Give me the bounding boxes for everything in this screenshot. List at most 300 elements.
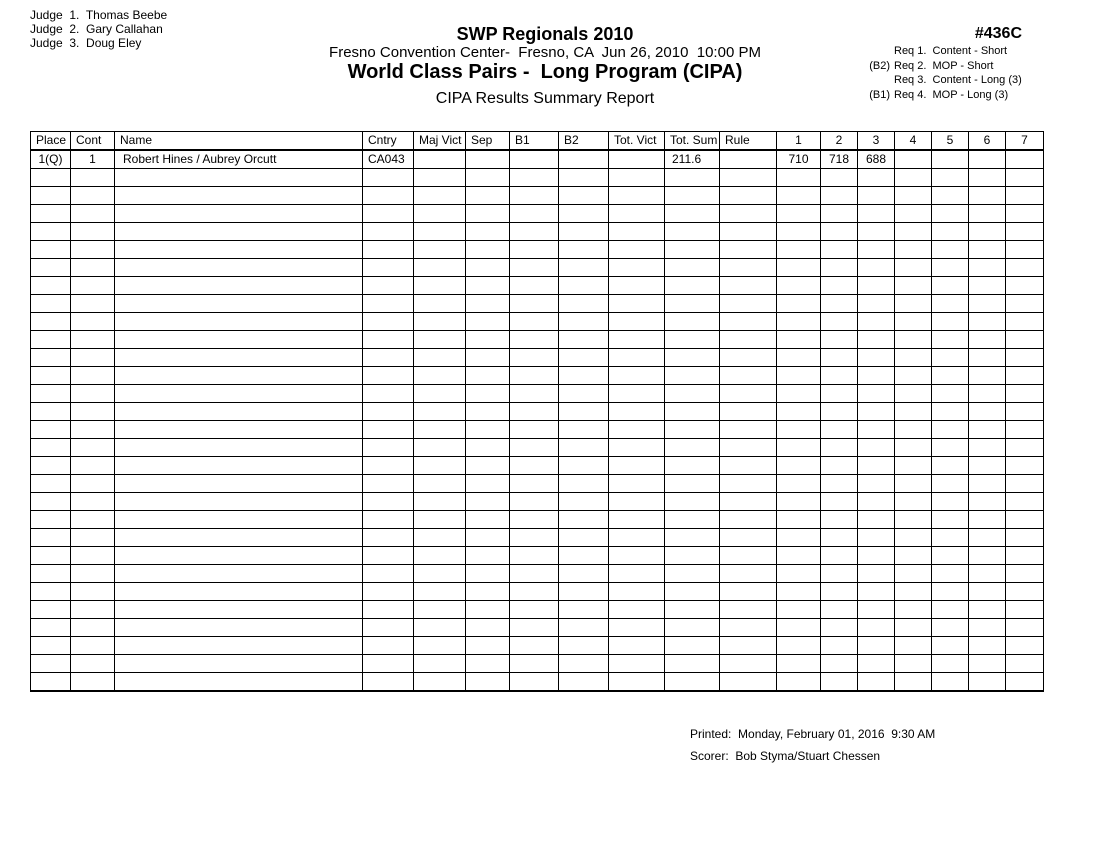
table-row bbox=[31, 349, 1044, 367]
cell bbox=[777, 529, 821, 547]
cell bbox=[363, 169, 414, 187]
cell bbox=[31, 331, 71, 349]
cell bbox=[559, 313, 609, 331]
cell bbox=[821, 223, 858, 241]
cell bbox=[510, 493, 559, 511]
column-header-cntry: Cntry bbox=[363, 132, 414, 151]
cell bbox=[720, 313, 777, 331]
cell bbox=[510, 150, 559, 169]
cell bbox=[895, 169, 932, 187]
cell bbox=[466, 169, 510, 187]
cell bbox=[932, 223, 969, 241]
cell bbox=[466, 439, 510, 457]
cell bbox=[363, 673, 414, 691]
cell bbox=[665, 655, 720, 673]
cell bbox=[115, 655, 363, 673]
cell bbox=[71, 601, 115, 619]
cell bbox=[720, 331, 777, 349]
cell bbox=[466, 529, 510, 547]
cell bbox=[115, 619, 363, 637]
cell bbox=[559, 241, 609, 259]
cell: 211.6 bbox=[665, 150, 720, 169]
cell bbox=[1006, 169, 1044, 187]
event-title: World Class Pairs - Long Program (CIPA) bbox=[347, 61, 743, 83]
table-row bbox=[31, 150, 1044, 169]
table-row bbox=[31, 223, 1044, 241]
cell bbox=[466, 493, 510, 511]
cell bbox=[858, 583, 895, 601]
cell bbox=[969, 529, 1006, 547]
venue-date-line: Fresno Convention Center- Fresno, CA Jun 26, 2010 10:00 PM bbox=[329, 44, 761, 61]
cell bbox=[71, 205, 115, 223]
cell bbox=[969, 169, 1006, 187]
cell bbox=[31, 367, 71, 385]
cell bbox=[115, 511, 363, 529]
cell bbox=[895, 277, 932, 295]
requirement-prefix: (B1) bbox=[869, 88, 890, 101]
cell bbox=[414, 205, 466, 223]
requirement-text: Req 1. Content - Short bbox=[894, 45, 1008, 57]
cell bbox=[932, 187, 969, 205]
cell bbox=[895, 367, 932, 385]
cell bbox=[510, 241, 559, 259]
cell bbox=[466, 223, 510, 241]
cell bbox=[858, 277, 895, 295]
cell bbox=[414, 313, 466, 331]
cell bbox=[510, 475, 559, 493]
cell bbox=[609, 673, 665, 691]
column-header-name: Name bbox=[115, 132, 363, 151]
cell bbox=[559, 205, 609, 223]
cell bbox=[71, 259, 115, 277]
cell bbox=[510, 529, 559, 547]
cell bbox=[895, 673, 932, 691]
cell bbox=[1006, 529, 1044, 547]
cell bbox=[466, 150, 510, 169]
cell bbox=[932, 169, 969, 187]
cell bbox=[115, 367, 363, 385]
cell bbox=[895, 493, 932, 511]
cell bbox=[720, 619, 777, 637]
cell bbox=[777, 421, 821, 439]
cell bbox=[777, 241, 821, 259]
cell bbox=[71, 511, 115, 529]
cell bbox=[932, 655, 969, 673]
cell bbox=[777, 187, 821, 205]
cell bbox=[71, 169, 115, 187]
table-row bbox=[31, 529, 1044, 547]
cell bbox=[1006, 439, 1044, 457]
cell bbox=[31, 205, 71, 223]
cell bbox=[609, 637, 665, 655]
cell bbox=[777, 439, 821, 457]
cell bbox=[71, 223, 115, 241]
cell bbox=[858, 529, 895, 547]
cell bbox=[858, 421, 895, 439]
cell bbox=[932, 493, 969, 511]
table-row bbox=[31, 421, 1044, 439]
cell bbox=[720, 655, 777, 673]
cell bbox=[932, 349, 969, 367]
cell bbox=[510, 403, 559, 421]
cell bbox=[777, 331, 821, 349]
cell bbox=[559, 367, 609, 385]
cell bbox=[363, 205, 414, 223]
cell bbox=[609, 367, 665, 385]
cell bbox=[559, 439, 609, 457]
cell bbox=[71, 313, 115, 331]
column-header-b1: B1 bbox=[510, 132, 559, 151]
cell bbox=[1006, 655, 1044, 673]
cell bbox=[932, 457, 969, 475]
cell bbox=[31, 601, 71, 619]
cell bbox=[969, 673, 1006, 691]
cell bbox=[71, 331, 115, 349]
cell bbox=[609, 565, 665, 583]
cell bbox=[665, 277, 720, 295]
cell bbox=[609, 385, 665, 403]
cell bbox=[559, 565, 609, 583]
requirement-line bbox=[857, 73, 1022, 88]
cell bbox=[363, 655, 414, 673]
cell bbox=[932, 403, 969, 421]
cell bbox=[609, 529, 665, 547]
cell bbox=[969, 547, 1006, 565]
cell bbox=[466, 367, 510, 385]
cell bbox=[858, 493, 895, 511]
cell bbox=[821, 655, 858, 673]
cell bbox=[466, 205, 510, 223]
cell bbox=[858, 295, 895, 313]
cell bbox=[559, 619, 609, 637]
cell bbox=[858, 349, 895, 367]
table-row bbox=[31, 673, 1044, 691]
cell bbox=[969, 637, 1006, 655]
cell bbox=[858, 475, 895, 493]
cell bbox=[31, 493, 71, 511]
cell bbox=[466, 313, 510, 331]
cell bbox=[31, 403, 71, 421]
cell bbox=[895, 331, 932, 349]
cell bbox=[858, 547, 895, 565]
cell bbox=[71, 403, 115, 421]
cell bbox=[115, 241, 363, 259]
cell bbox=[821, 241, 858, 259]
requirement-line bbox=[857, 44, 1022, 59]
cell bbox=[777, 385, 821, 403]
cell bbox=[665, 331, 720, 349]
cell bbox=[559, 295, 609, 313]
table-row bbox=[31, 583, 1044, 601]
cell bbox=[777, 277, 821, 295]
cell bbox=[466, 673, 510, 691]
column-header-1: 1 bbox=[777, 132, 821, 151]
cell bbox=[466, 259, 510, 277]
cell bbox=[414, 511, 466, 529]
cell bbox=[363, 547, 414, 565]
cell bbox=[720, 349, 777, 367]
cell bbox=[115, 583, 363, 601]
cell bbox=[31, 385, 71, 403]
cell bbox=[858, 259, 895, 277]
cell bbox=[510, 277, 559, 295]
cell bbox=[932, 529, 969, 547]
cell bbox=[720, 403, 777, 421]
cell bbox=[665, 313, 720, 331]
cell bbox=[858, 439, 895, 457]
cell bbox=[559, 187, 609, 205]
column-header-cont: Cont bbox=[71, 132, 115, 151]
cell bbox=[969, 259, 1006, 277]
cell bbox=[858, 565, 895, 583]
cell bbox=[363, 475, 414, 493]
table-row bbox=[31, 655, 1044, 673]
column-header-sep: Sep bbox=[466, 132, 510, 151]
cell: Robert Hines / Aubrey Orcutt bbox=[115, 150, 363, 169]
cell bbox=[363, 331, 414, 349]
cell bbox=[858, 619, 895, 637]
event-number: #436C bbox=[974, 25, 1022, 42]
cell bbox=[414, 169, 466, 187]
cell bbox=[559, 511, 609, 529]
cell bbox=[665, 673, 720, 691]
cell bbox=[71, 637, 115, 655]
cell bbox=[115, 205, 363, 223]
cell bbox=[466, 601, 510, 619]
cell bbox=[466, 421, 510, 439]
cell bbox=[559, 493, 609, 511]
cell bbox=[609, 169, 665, 187]
cell bbox=[71, 583, 115, 601]
cell bbox=[665, 583, 720, 601]
cell bbox=[609, 583, 665, 601]
cell bbox=[777, 511, 821, 529]
cell bbox=[720, 673, 777, 691]
cell bbox=[115, 421, 363, 439]
cell bbox=[71, 493, 115, 511]
cell bbox=[665, 367, 720, 385]
cell bbox=[71, 565, 115, 583]
cell bbox=[969, 241, 1006, 259]
cell bbox=[1006, 673, 1044, 691]
cell bbox=[71, 241, 115, 259]
cell bbox=[559, 169, 609, 187]
cell bbox=[466, 655, 510, 673]
table-row bbox=[31, 475, 1044, 493]
cell bbox=[858, 403, 895, 421]
cell bbox=[969, 150, 1006, 169]
cell bbox=[559, 421, 609, 439]
cell bbox=[71, 367, 115, 385]
requirements-list bbox=[857, 44, 1022, 102]
cell bbox=[609, 259, 665, 277]
cell bbox=[115, 529, 363, 547]
report-title: CIPA Results Summary Report bbox=[435, 90, 655, 107]
cell bbox=[895, 313, 932, 331]
cell bbox=[559, 349, 609, 367]
cell bbox=[1006, 331, 1044, 349]
cell bbox=[665, 385, 720, 403]
cell bbox=[510, 439, 559, 457]
cell bbox=[821, 457, 858, 475]
cell bbox=[1006, 241, 1044, 259]
cell bbox=[821, 187, 858, 205]
cell bbox=[895, 421, 932, 439]
cell bbox=[559, 529, 609, 547]
cell bbox=[363, 187, 414, 205]
column-header-maj-vict: Maj Vict bbox=[414, 132, 466, 151]
cell bbox=[821, 385, 858, 403]
cell bbox=[71, 457, 115, 475]
cell bbox=[858, 385, 895, 403]
cell bbox=[969, 439, 1006, 457]
cell bbox=[466, 547, 510, 565]
cell bbox=[895, 150, 932, 169]
cell bbox=[71, 295, 115, 313]
cell bbox=[720, 421, 777, 439]
header-row bbox=[31, 132, 1044, 151]
cell bbox=[665, 511, 720, 529]
cell bbox=[466, 403, 510, 421]
cell bbox=[31, 439, 71, 457]
cell bbox=[821, 547, 858, 565]
cell bbox=[969, 583, 1006, 601]
cell bbox=[665, 529, 720, 547]
cell bbox=[1006, 223, 1044, 241]
cell bbox=[363, 223, 414, 241]
cell bbox=[821, 169, 858, 187]
cell bbox=[510, 349, 559, 367]
cell bbox=[895, 295, 932, 313]
cell bbox=[414, 457, 466, 475]
cell bbox=[414, 439, 466, 457]
cell: 1(Q) bbox=[31, 150, 71, 169]
cell bbox=[115, 349, 363, 367]
requirement-prefix bbox=[857, 44, 890, 59]
cell bbox=[510, 205, 559, 223]
cell bbox=[31, 619, 71, 637]
cell bbox=[858, 673, 895, 691]
cell bbox=[932, 547, 969, 565]
cell bbox=[414, 637, 466, 655]
table-row bbox=[31, 637, 1044, 655]
cell bbox=[466, 187, 510, 205]
cell bbox=[466, 277, 510, 295]
cell bbox=[115, 259, 363, 277]
cell bbox=[665, 493, 720, 511]
cell bbox=[510, 655, 559, 673]
cell bbox=[31, 295, 71, 313]
column-header-4: 4 bbox=[895, 132, 932, 151]
cell bbox=[720, 583, 777, 601]
cell bbox=[858, 313, 895, 331]
cell: 718 bbox=[821, 150, 858, 169]
cell bbox=[720, 295, 777, 313]
cell bbox=[821, 277, 858, 295]
cell bbox=[821, 529, 858, 547]
table-row bbox=[31, 367, 1044, 385]
cell bbox=[720, 241, 777, 259]
cell bbox=[363, 637, 414, 655]
cell bbox=[720, 511, 777, 529]
cell bbox=[858, 169, 895, 187]
cell bbox=[665, 457, 720, 475]
results-table bbox=[30, 131, 1044, 692]
cell bbox=[858, 637, 895, 655]
cell bbox=[1006, 187, 1044, 205]
cell: 688 bbox=[858, 150, 895, 169]
cell bbox=[609, 241, 665, 259]
cell bbox=[115, 673, 363, 691]
cell bbox=[777, 601, 821, 619]
printed-line: Printed: Monday, February 01, 2016 9:30 AM bbox=[690, 727, 936, 741]
cell bbox=[969, 295, 1006, 313]
cell bbox=[466, 331, 510, 349]
cell bbox=[510, 457, 559, 475]
cell bbox=[665, 421, 720, 439]
requirement-text: Req 4. MOP - Long (3) bbox=[894, 88, 1009, 101]
cell bbox=[777, 547, 821, 565]
cell bbox=[414, 475, 466, 493]
cell bbox=[821, 601, 858, 619]
cell bbox=[559, 637, 609, 655]
cell bbox=[969, 277, 1006, 295]
judge-line: Judge 2. Gary Callahan bbox=[30, 22, 163, 36]
cell bbox=[821, 349, 858, 367]
cell bbox=[858, 511, 895, 529]
cell bbox=[821, 295, 858, 313]
cell bbox=[720, 493, 777, 511]
cell bbox=[777, 637, 821, 655]
table-row bbox=[31, 295, 1044, 313]
cell bbox=[363, 349, 414, 367]
cell bbox=[559, 259, 609, 277]
cell bbox=[821, 673, 858, 691]
cell bbox=[31, 529, 71, 547]
cell bbox=[932, 421, 969, 439]
cell bbox=[665, 547, 720, 565]
cell bbox=[821, 583, 858, 601]
cell bbox=[895, 385, 932, 403]
cell bbox=[510, 619, 559, 637]
cell bbox=[895, 223, 932, 241]
cell bbox=[609, 475, 665, 493]
cell bbox=[466, 457, 510, 475]
cell bbox=[932, 439, 969, 457]
cell bbox=[821, 475, 858, 493]
cell bbox=[777, 295, 821, 313]
cell bbox=[969, 205, 1006, 223]
cell bbox=[720, 205, 777, 223]
cell bbox=[466, 637, 510, 655]
cell bbox=[115, 439, 363, 457]
cell bbox=[510, 601, 559, 619]
cell bbox=[609, 349, 665, 367]
cell bbox=[31, 565, 71, 583]
cell bbox=[777, 673, 821, 691]
column-header-rule: Rule bbox=[720, 132, 777, 151]
cell bbox=[71, 187, 115, 205]
cell bbox=[665, 205, 720, 223]
table-row bbox=[31, 601, 1044, 619]
cell bbox=[969, 313, 1006, 331]
cell bbox=[31, 277, 71, 295]
cell bbox=[559, 403, 609, 421]
cell bbox=[115, 493, 363, 511]
table-row bbox=[31, 457, 1044, 475]
cell bbox=[932, 205, 969, 223]
cell: CA043 bbox=[363, 150, 414, 169]
